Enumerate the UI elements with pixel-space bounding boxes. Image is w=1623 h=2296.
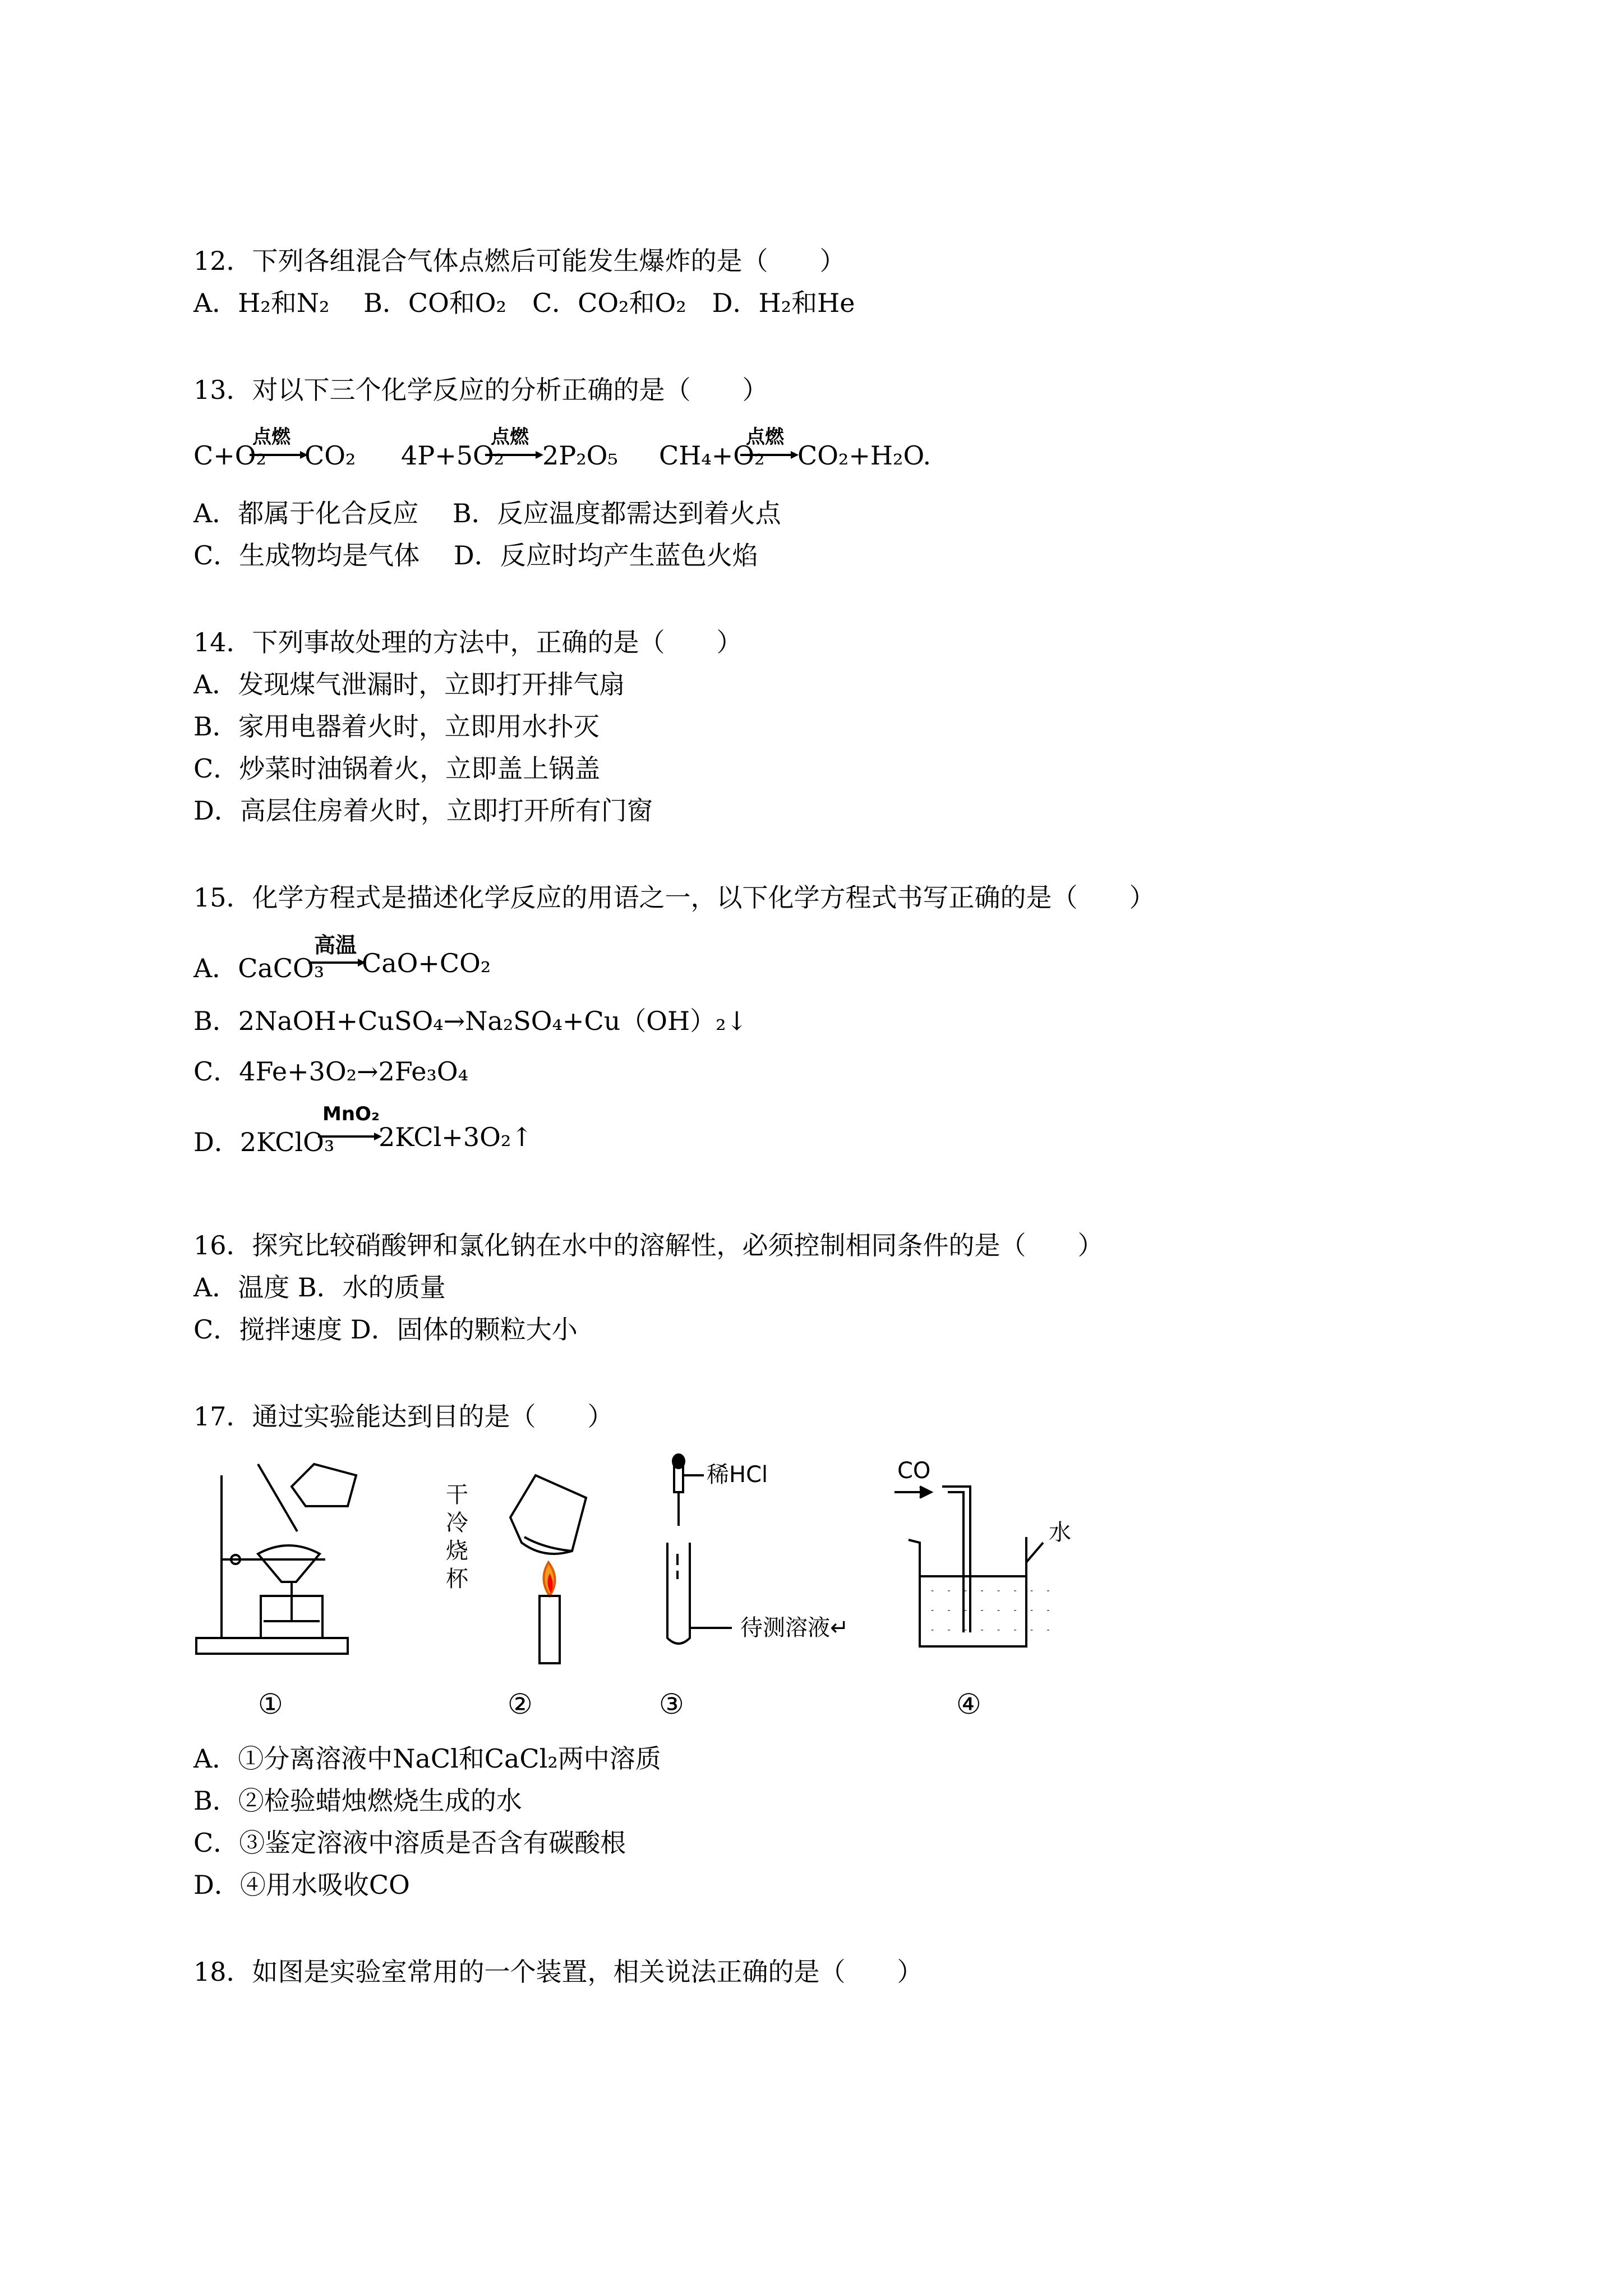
eq2-right: 2P₂O₅: [542, 440, 618, 471]
q14-option-c: C．炒菜时油锅着火，立即盖上锅盖: [193, 753, 601, 784]
q15-a-left: A．CaCO₃: [193, 953, 325, 983]
q15-option-a: [193, 931, 642, 987]
fig1-filtration: [196, 1464, 356, 1654]
q13-equations: [193, 424, 979, 480]
eq2-arrow: [485, 454, 541, 456]
q17-option-c: C．③鉴定溶液中溶质是否含有碳酸根: [193, 1828, 626, 1858]
q15-d-right: 2KCl+3O₂↑: [379, 1122, 533, 1152]
q17-option-b: B．②检验蜡烛燃烧生成的水: [193, 1786, 522, 1816]
eq1-left: C+O₂: [193, 440, 266, 471]
fig1-number: ①: [258, 1688, 283, 1720]
q15-a-arrow: [308, 961, 363, 964]
eq2-condition: 点燃: [491, 426, 529, 448]
eq3-right: CO₂+H₂O.: [797, 440, 932, 471]
q15-option-c: C．4Fe+3O₂→2Fe₃O₄: [193, 1056, 469, 1087]
q13-options-ab: A．都属于化合反应 B．反应温度都需达到着火点: [193, 498, 781, 528]
q16-options-ab: A．温度 B．水的质量: [193, 1272, 446, 1303]
eq1-condition: 点燃: [252, 426, 291, 448]
eq3-condition: 点燃: [746, 426, 784, 448]
fig4-gas-label: CO: [897, 1458, 931, 1484]
fig4-number: ④: [956, 1688, 981, 1720]
q17-stem: 17．通过实验能达到目的是（ ）: [193, 1401, 614, 1432]
q15-d-left: D．2KClO₃: [193, 1127, 335, 1157]
q15-stem: 15．化学方程式是描述化学反应的用语之一，以下化学方程式书写正确的是（ ）: [193, 882, 1155, 913]
q16-stem: 16．探究比较硝酸钾和氯化钠在水中的溶解性，必须控制相同条件的是（ ）: [193, 1230, 1104, 1260]
q15-option-d: [193, 1105, 698, 1161]
q17-option-d: D．④用水吸收CO: [193, 1870, 410, 1900]
fig2-vertical-label: 干冷烧杯: [446, 1482, 468, 1592]
fig3-side-label: 待测溶液↵: [740, 1615, 849, 1641]
q16-options-cd: C．搅拌速度 D．固体的颗粒大小: [193, 1314, 578, 1345]
eq2-left: 4P+5O₂: [401, 440, 505, 471]
fig4-water-label: 水: [1049, 1520, 1071, 1545]
svg-text:- - - - - - - -: - - - - - - - -: [931, 1606, 1055, 1615]
q14-option-b: B．家用电器着火时，立即用水扑灭: [193, 711, 600, 742]
q17-option-a: A．①分离溶液中NaCl和CaCl₂两中溶质: [193, 1743, 661, 1774]
fig4-beaker-water: [895, 1487, 1043, 1646]
eq3-left: CH₄+O₂: [659, 440, 765, 471]
svg-text:- - - - - - - -: - - - - - - - -: [931, 1626, 1055, 1635]
fig2-number: ②: [508, 1688, 533, 1720]
svg-text:- - - - - - - -: - - - - - - - -: [931, 1586, 1055, 1595]
fig3-top-label: 稀HCl: [707, 1462, 768, 1488]
eq3-arrow: [740, 454, 796, 456]
q17-apparatus-figure: [185, 1453, 1138, 1733]
q12-stem: 12．下列各组混合气体点燃后可能发生爆炸的是（ ）: [193, 246, 846, 276]
q14-option-d: D．高层住房着火时，立即打开所有门窗: [193, 795, 653, 826]
q14-stem: 14．下列事故处理的方法中，正确的是（ ）: [193, 627, 743, 657]
fig2-cold-beaker: [510, 1475, 586, 1663]
q14-option-a: A．发现煤气泄漏时，立即打开排气扇: [193, 669, 625, 700]
q15-d-arrow: [318, 1135, 380, 1138]
q13-options-cd: C．生成物均是气体 D．反应时均产生蓝色火焰: [193, 540, 758, 570]
q15-a-condition: 高温: [314, 933, 357, 958]
q15-a-right: CaO+CO₂: [362, 948, 491, 978]
eq1-arrow: [250, 454, 306, 456]
q18-stem: 18．如图是实验室常用的一个装置，相关说法正确的是（ ）: [193, 1957, 923, 1987]
q15-d-condition: MnO₂: [322, 1103, 380, 1125]
q12-options: A．H₂和N₂ B．CO和O₂ C．CO₂和O₂ D．H₂和He: [193, 288, 855, 318]
q13-stem: 13．对以下三个化学反应的分析正确的是（ ）: [193, 375, 768, 405]
q15-option-b: B．2NaOH+CuSO₄→Na₂SO₄+Cu（OH）₂↓: [193, 1006, 748, 1036]
fig3-number: ③: [659, 1688, 684, 1720]
eq1-right: CO₂: [305, 440, 356, 471]
